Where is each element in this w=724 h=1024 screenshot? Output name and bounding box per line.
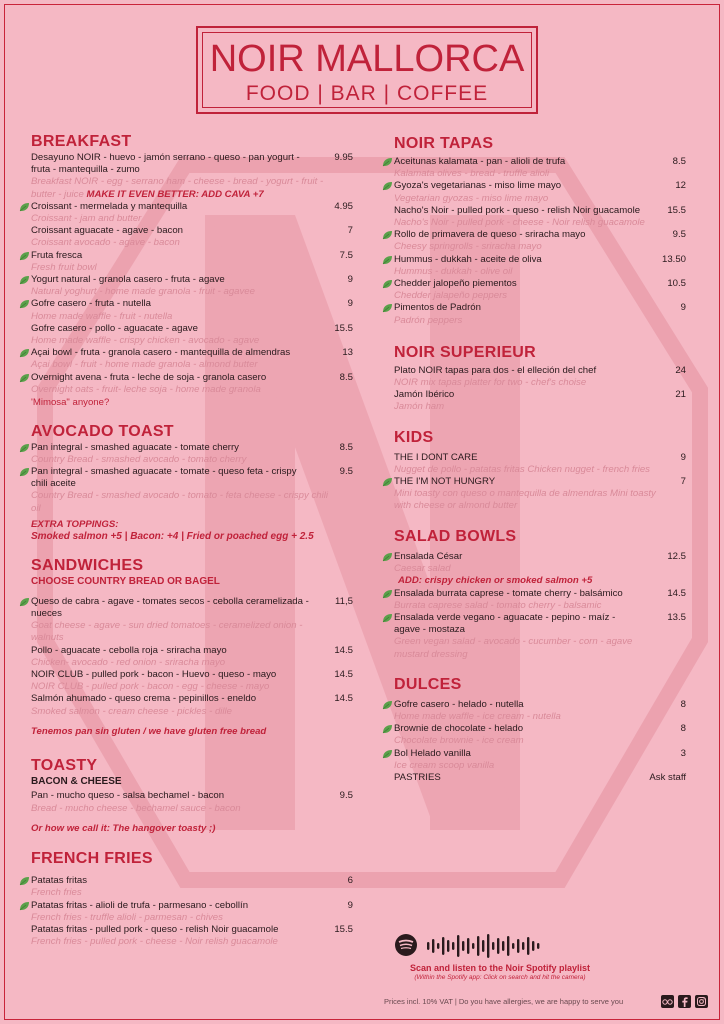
section-avocado-toast <box>31 422 361 544</box>
menu-item <box>394 476 694 513</box>
menu-item <box>31 645 361 669</box>
menu-item-description: Chedder jalapeño peppers <box>394 290 508 302</box>
leaf-icon <box>382 255 393 265</box>
menu-item-name: Croissant aguacate - agave - bacon <box>31 225 183 237</box>
section-title: BREAKFAST <box>31 133 132 150</box>
spotify-code-graphic[interactable] <box>392 931 608 963</box>
section-title: DULCES <box>394 675 462 693</box>
spotify-scan-code[interactable] <box>392 931 608 987</box>
menu-item-description: Bread - mucho cheese - bechamel sauce - bacon <box>31 802 241 814</box>
leaf-icon <box>19 348 30 358</box>
menu-item-price: 14.5 <box>334 644 353 656</box>
menu-item <box>31 693 361 717</box>
menu-item-price: 9.5 <box>672 229 686 241</box>
menu-item-description: Natural yoghurt - home made granola - fruit - agavee <box>31 286 255 298</box>
menu-item <box>394 365 694 389</box>
section-breakfast <box>31 132 361 410</box>
menu-item-name: Pimentos de Padrón <box>394 302 694 314</box>
menu-item <box>31 274 361 298</box>
section-title: KIDS <box>394 428 434 446</box>
menu-item <box>31 875 361 899</box>
spotify-icon <box>392 931 608 961</box>
menu-item <box>31 225 361 249</box>
extra-toppings-title: EXTRA TOPPINGS: <box>31 518 119 530</box>
menu-item-name: Nacho's Noir - pulled pork - queso - relish Noir guacamole <box>394 204 641 216</box>
menu-item <box>31 201 361 225</box>
menu-item <box>394 205 694 229</box>
menu-item-description: Goat cheese - agave - sun dried tomatoes - ceramelized onion - walnuts <box>31 620 303 644</box>
section-noir-superieur <box>384 343 694 414</box>
menu-item-name: Pan - mucho queso - salsa bechamel - bacon <box>31 790 225 802</box>
menu-item <box>31 152 361 201</box>
menu-item-description: Croissant avocado - agave - bacon <box>31 237 180 249</box>
menu-item <box>394 180 694 204</box>
instagram-icon[interactable] <box>695 995 708 1008</box>
menu-item-price: 14.5 <box>667 587 686 599</box>
leaf-icon <box>382 552 393 562</box>
menu-item-name: Gofre casero - helado - nutella <box>394 699 694 711</box>
menu-item-description: French fries - truffle alioli - parmesan - chives <box>31 911 223 923</box>
menu-item-price: 7.5 <box>339 249 353 261</box>
menu-item <box>394 156 694 180</box>
menu-item-price: 9 <box>680 302 686 314</box>
leaf-icon <box>19 299 30 309</box>
breakfast-footnote: 'Mimosa" anyone? <box>31 397 110 409</box>
spotify-label: Scan and listen to the Noir Spotify playlist <box>409 963 591 973</box>
menu-item <box>31 372 361 396</box>
section-title: FRENCH FRIES <box>31 850 153 868</box>
leaf-icon <box>19 597 30 607</box>
menu-item-name: Açai bowl - fruta - granola casero - mantequilla de almendras <box>31 347 361 359</box>
menu-item-name: Rollo de primavera de queso - sriracha mayo <box>394 229 694 241</box>
leaf-icon <box>382 724 393 734</box>
menu-item-name: Pan integral - smashed aguacate - tomate cherry <box>31 442 361 454</box>
menu-item-name: Bol Helado vanilla <box>394 748 694 760</box>
menu-item-price: 8 <box>680 698 686 710</box>
menu-item <box>31 466 361 515</box>
menu-item-name: Chedder jalopeño piementos <box>394 278 694 290</box>
menu-item-description: French fries - pulled pork - cheese - Noir relish guacamole <box>31 936 278 948</box>
menu-item-price: 3 <box>680 747 686 759</box>
menu-item-price: 8.5 <box>339 371 353 383</box>
menu-item-description: Cheesy springrolls - sriracha mayo <box>394 241 542 253</box>
leaf-icon <box>382 749 393 759</box>
menu-item-name: PASTRIES <box>394 772 441 784</box>
leaf-icon <box>382 303 393 313</box>
menu-item-description: Nugget de pollo - patatas fritas Chicken nugget - french fries <box>394 463 650 475</box>
facebook-icon[interactable] <box>678 995 691 1008</box>
menu-item <box>394 389 694 413</box>
menu-item-name: Ensalada verde vegano - aguacate - pepino - maíz - agave - mostaza <box>394 612 694 636</box>
menu-item-price: 9 <box>347 899 353 911</box>
menu-item <box>394 278 694 302</box>
leaf-icon <box>382 589 393 599</box>
menu-item-price: 9 <box>347 298 353 310</box>
extra-toppings-text: Smoked salmon +5 | Bacon: +4 | Fried or poached egg + 2.5 <box>31 531 314 543</box>
leaf-icon <box>382 477 393 487</box>
menu-item-description: French fries <box>31 887 82 899</box>
menu-item <box>394 452 694 476</box>
leaf-icon <box>19 467 30 477</box>
menu-item-price: 8.5 <box>339 441 353 453</box>
gluten-free-note: Tenemos pan sin gluten / we have gluten free bread <box>31 725 267 737</box>
leaf-icon <box>382 613 393 623</box>
menu-item-description: Jamón ham <box>394 401 445 413</box>
menu-item-price: 15.5 <box>334 924 353 936</box>
menu-item-description: Overnight oats - fruit- leche soja - home made granola <box>31 383 261 395</box>
section-title: TOASTY <box>31 757 98 775</box>
tripadvisor-icon[interactable] <box>661 995 674 1008</box>
leaf-icon <box>19 901 30 911</box>
menu-item-price: 9.5 <box>339 790 353 802</box>
menu-item <box>394 699 694 723</box>
menu-item <box>394 748 694 772</box>
menu-item-price: 8.5 <box>672 156 686 167</box>
menu-item-description: Burrata caprese salad - tomato cherry - balsamic <box>394 599 602 611</box>
menu-item-price: 4.95 <box>334 200 353 212</box>
section-subtitle: CHOOSE COUNTRY BREAD OR BAGEL <box>31 575 220 587</box>
menu-item-description: Home made waffle - crispy chicken - avocado - agave <box>31 335 260 347</box>
menu-item <box>31 323 361 347</box>
menu-item-name: Hummus - dukkah - aceite de oliva <box>394 254 694 266</box>
menu-item-price: 13 <box>342 347 353 359</box>
menu-item <box>31 596 361 645</box>
header-logo <box>196 26 538 114</box>
menu-item <box>394 612 694 661</box>
menu-item <box>394 588 694 612</box>
menu-item-price: 15.5 <box>667 204 686 216</box>
menu-item-price: 13.5 <box>667 611 686 623</box>
menu-item-description: Mini toasty con queso o mantequilla de almendras Mini toasty with cheese or almond butter <box>394 488 656 512</box>
brand-tagline: FOOD | BAR | COFFEE <box>245 82 489 105</box>
menu-item-name: Desayuno NOIR - huevo - jamón serrano - queso - pan yogurt - fruta - mantequilla - zumo <box>31 152 300 176</box>
left-column <box>31 132 361 948</box>
menu-item-description: Ice cream scoop vanilla <box>394 759 495 771</box>
leaf-icon <box>19 202 30 212</box>
menu-item-name: Fruta fresca <box>31 250 361 262</box>
menu-item-price: 14.5 <box>334 693 353 705</box>
menu-item-name: Patatas fritas <box>31 875 361 887</box>
section-title: SANDWICHES <box>31 556 144 574</box>
menu-item-price: 6 <box>347 875 353 887</box>
menu-item <box>394 723 694 747</box>
menu-item <box>31 298 361 322</box>
menu-item-description: Caesar salad <box>394 562 451 574</box>
menu-item <box>31 669 361 693</box>
menu-item <box>394 229 694 253</box>
menu-item-price: 11,5 <box>335 595 353 607</box>
menu-item-name: Ensalada César <box>394 551 694 563</box>
menu-item-name: Jamón Ibérico <box>394 389 455 401</box>
menu-item-name: THE I DONT CARE <box>394 451 478 463</box>
section-kids <box>384 428 694 513</box>
menu-item-description: Croissant - jam and butter <box>31 213 142 225</box>
menu-item-name: Queso de cabra - agave - tomates secos - cebolla ceramelizada - nueces <box>31 596 361 620</box>
menu-item-name: Plato NOIR tapas para dos - el elleción del chef <box>394 364 597 376</box>
menu-item-price: 24 <box>675 364 686 376</box>
leaf-icon <box>19 373 30 383</box>
menu-item-price: 12 <box>675 180 686 192</box>
menu-item <box>31 900 361 924</box>
section-french-fries <box>31 849 361 948</box>
menu-item-description: Smoked salmon - cream cheese - pickles - dille <box>31 705 233 717</box>
menu-item-price: 21 <box>675 389 686 401</box>
menu-item-description: Nacho's Noir - pulled pork - cheese - Noir relish guacamole <box>394 217 645 229</box>
menu-item-name: THE I'M NOT HUNGRY <box>394 476 694 488</box>
menu-item-name: Salmón ahumado - queso crema - pepinillos - eneldo <box>31 693 257 705</box>
menu-item-note: MAKE IT EVEN BETTER: ADD CAVA +7 <box>83 188 264 200</box>
leaf-icon <box>382 700 393 710</box>
right-column <box>384 134 694 784</box>
menu-item-price: 13.50 <box>661 253 686 265</box>
menu-item <box>394 302 694 326</box>
menu-item-description: NOIR mix tapas platter for two - chef's choise <box>394 377 587 389</box>
menu-item-price: 8 <box>680 723 686 735</box>
leaf-icon <box>19 275 30 285</box>
leaf-icon <box>19 876 30 886</box>
section-salad-bowls <box>384 527 694 661</box>
section-subtitle: BACON & CHEESE <box>31 776 122 788</box>
menu-item-name: Gofre casero - pollo - aguacate - agave <box>31 322 198 334</box>
menu-item-price: 12.5 <box>667 550 686 562</box>
menu-item-price: 9 <box>680 451 686 463</box>
menu-item-name: Brownie de chocolate - helado <box>394 723 694 735</box>
menu-item <box>31 924 361 948</box>
menu-item-name: Croissant - mermelada y mantequilla <box>31 201 361 213</box>
menu-item-price: 15.5 <box>334 322 353 334</box>
menu-item-name: Ensalada burrata caprese - tomate cherry - balsámico <box>394 588 694 600</box>
menu-item-description: Home made waffle - ice cream - nutella <box>394 711 561 722</box>
menu-item-name: Patatas fritas - alioli de trufa - parmesano - cebollín <box>31 900 361 912</box>
menu-item-description: Chicken- avocado - red onion - sriracha mayo <box>31 656 226 668</box>
spotify-sub: (Within the Spotify app: Click on search and hit the camera) <box>414 974 586 981</box>
menu-item <box>31 442 361 466</box>
menu-item-name: Pollo - aguacate - cebolla roja - sriracha mayo <box>31 644 227 656</box>
menu-item-name: Patatas fritas - pulled pork - queso - relish Noir guacamole <box>31 924 279 936</box>
menu-item-name: Yogurt natural - granola casero - fruta - agave <box>31 274 361 286</box>
menu-item-price: 9.5 <box>339 465 353 477</box>
menu-item <box>31 790 361 814</box>
section-title: AVOCADO TOAST <box>31 422 174 440</box>
section-title: SALAD BOWLS <box>394 527 517 545</box>
section-title: NOIR TAPAS <box>394 135 494 152</box>
section-dulces <box>384 675 694 784</box>
menu-item <box>394 551 694 575</box>
menu-item-name: NOIR CLUB - pulled pork - bacon - Huevo - queso - mayo <box>31 669 277 680</box>
footer-text: Prices incl. 10% VAT | Do you have allergies, we are happy to serve you <box>384 997 624 1006</box>
leaf-icon <box>382 279 393 289</box>
menu-item-price: Ask staff <box>649 772 686 784</box>
leaf-icon <box>382 157 393 167</box>
menu-item-description: Green vegan salad - avocado - cucumber - corn - agave mustard dressing <box>394 636 633 660</box>
section-sandwiches <box>31 556 361 739</box>
leaf-icon <box>382 230 393 240</box>
menu-item-description: Country Bread - smashed avocado - tomato - feta cheese - crispy chili oil <box>31 490 329 514</box>
menu-item-description: Kalamata olives - bread - truffle alioli <box>394 168 550 180</box>
menu-item-name: Overnight avena - fruta - leche de soja - granola casero <box>31 372 361 384</box>
menu-item <box>31 347 361 371</box>
section-title: NOIR SUPERIEUR <box>394 343 536 361</box>
menu-item-price: 7 <box>680 476 686 488</box>
menu-item-name: Aceitunas kalamata - pan - alioli de trufa <box>394 156 694 168</box>
menu-item-description: Breakfast NOIR - egg - serrano ham - cheese - bread - yogurt - fruit - butter - juice MAKE IT EVEN BETTER: ADD CAVA +7 <box>31 176 324 200</box>
menu-item-price: 14.5 <box>334 669 353 680</box>
menu-item-name: Pan integral - smashed aguacate - tomate - queso feta - crispy chili aceite <box>31 466 361 490</box>
menu-item-description: Fresh fruit bowl <box>31 261 97 273</box>
salad-add-note: ADD: crispy chicken or smoked salmon +5 <box>398 575 593 587</box>
menu-item-description: Vegetarian gyozas - miso lime mayo <box>394 192 549 204</box>
menu-item <box>394 772 694 784</box>
menu-item-description: Chocolate brownie - ice cream <box>394 735 524 747</box>
menu-item-description: Padrón peppers <box>394 314 463 326</box>
menu-item-name: Gofre casero - fruta - nutella <box>31 298 361 310</box>
menu-item-price: 10.5 <box>667 278 686 290</box>
brand-name: NOIR MALLORCA <box>209 38 525 80</box>
leaf-icon <box>19 251 30 261</box>
section-toasty <box>31 756 361 835</box>
menu-item-description: Country Bread - smashed avocado - tomato cherry <box>31 453 247 465</box>
section-noir-tapas <box>384 134 694 327</box>
leaf-icon <box>19 443 30 453</box>
menu-item-description: Açai bowl - fruit - home made granola - almond butter <box>31 359 258 371</box>
menu-item-description: Hummus - dukkah - olive oil <box>394 265 513 277</box>
menu-item-description: NOIR CLUB - pulled pork - bacon - egg - cheese - mayo <box>31 681 270 693</box>
menu-item-price: 7 <box>347 225 353 237</box>
leaf-icon <box>382 181 393 191</box>
menu-item <box>31 250 361 274</box>
menu-item-name: Gyoza's vegetarianas - miso lime mayo <box>394 180 694 192</box>
menu-item <box>394 254 694 278</box>
toasty-footnote: Or how we call it: The hangover toasty ;) <box>31 822 216 834</box>
menu-item-price: 9.95 <box>334 152 353 163</box>
menu-item-price: 9 <box>347 274 353 286</box>
menu-item-description: Home made waffle - fruit - nutella <box>31 310 173 322</box>
